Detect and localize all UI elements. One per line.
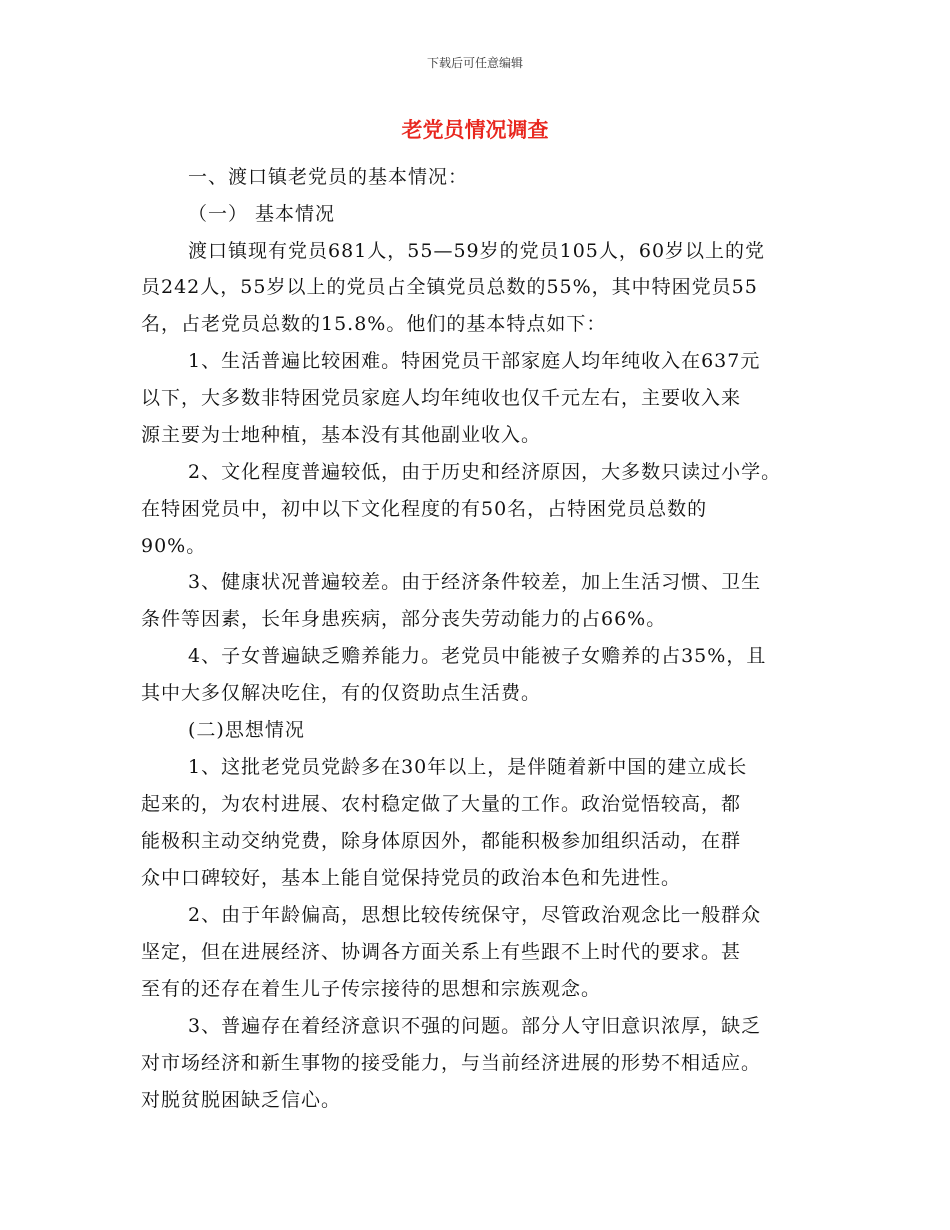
paragraph-line: 员242人，55岁以上的党员占全镇党员总数的55%，其中特困党员55	[141, 276, 758, 298]
paragraph-line: 起来的，为农村进展、农村稳定做了大量的工作。政治觉悟较高，都	[141, 793, 742, 815]
paragraph-line: 条件等因素，长年身患疾病，部分丧失劳动能力的占66%。	[141, 608, 667, 630]
paragraph-line: 以下，大多数非特困党员家庭人均年纯收也仅千元左右，主要收入来	[141, 387, 742, 409]
paragraph-line: 3、健康状况普遍较差。由于经济条件较差，加上生活习惯、卫生	[188, 571, 762, 593]
paragraph-line: 2、由于年龄偏高，思想比较传统保守，尽管政治观念比一般群众	[188, 904, 762, 926]
paragraph-line: 众中口碑较好，基本上能自觉保持党员的政治本色和先进性。	[141, 867, 682, 889]
paragraph-line: 3、普遍存在着经济意识不强的问题。部分人守旧意识浓厚，缺乏	[188, 1015, 762, 1037]
paragraph-line: 至有的还存在着生儿子传宗接待的思想和宗族观念。	[141, 978, 602, 1000]
paragraph-line: 90%。	[141, 535, 207, 557]
paragraph-line: 能极积主动交纳党费，除身体原因外，都能积极参加组织活动，在群	[141, 830, 742, 852]
page-header: 下载后可任意编辑	[426, 56, 523, 70]
paragraph-line: 名，占老党员总数的15.8%。他们的基本特点如下：	[141, 313, 607, 335]
paragraph-line: 在特困党员中，初中以下文化程度的有50名，占特困党员总数的	[141, 498, 708, 520]
subsection-heading: （一） 基本情况	[188, 203, 336, 225]
paragraph-line: 2、文化程度普遍较低，由于历史和经济原因，大多数只读过小学。	[188, 461, 782, 483]
paragraph-line: 4、子女普遍缺乏赡养能力。老党员中能被子女赡养的占35%，且	[188, 645, 767, 667]
paragraph-line: 对市场经济和新生事物的接受能力，与当前经济进展的形势不相适应。	[141, 1052, 762, 1074]
paragraph-line: 其中大多仅解决吃住，有的仅资助点生活费。	[141, 682, 542, 704]
document-title: 老党员情况调查	[401, 118, 549, 142]
subsection-heading: (二)思想情况	[188, 719, 305, 741]
paragraph-line: 渡口镇现有党员681人，55—59岁的党员105人，60岁以上的党	[188, 240, 766, 262]
paragraph-line: 1、生活普遍比较困难。特困党员干部家庭人均年纯收入在637元	[188, 350, 761, 372]
paragraph-line: 源主要为士地种植，基本没有其他副业收入。	[141, 424, 542, 446]
paragraph-line: 1、这批老党员党龄多在30年以上，是伴随着新中国的建立成长	[188, 756, 748, 778]
paragraph-line: 对脱贫脱困缺乏信心。	[141, 1089, 342, 1111]
section-heading: 一、渡口镇老党员的基本情况：	[188, 166, 469, 188]
paragraph-line: 坚定，但在进展经济、协调各方面关系上有些跟不上时代的要求。甚	[141, 941, 742, 963]
